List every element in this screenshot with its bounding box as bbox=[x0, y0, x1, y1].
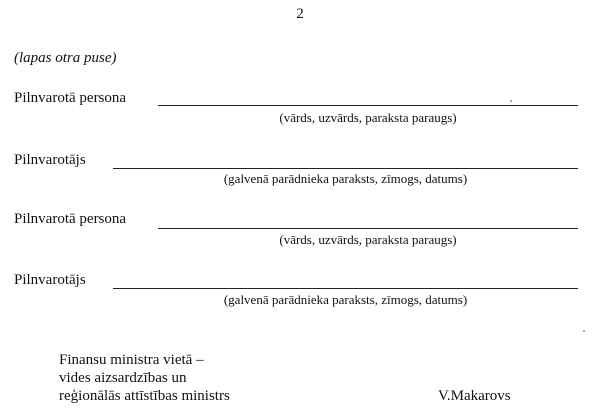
signatory-name: V.Makarovs bbox=[438, 388, 511, 404]
signature-label: Pilnvarotājs bbox=[14, 272, 86, 288]
signature-label: Pilnvarotā persona bbox=[14, 90, 127, 106]
signature-line bbox=[113, 168, 578, 169]
signature-caption: (galvenā parādnieka paraksts, zīmogs, datums) bbox=[223, 171, 468, 186]
signature-label: Pilnvarotājs bbox=[14, 152, 86, 168]
page-side-note: (lapas otra puse) bbox=[14, 50, 117, 66]
scan-speck bbox=[583, 330, 585, 332]
signature-caption: (galvenā parādnieka paraksts, zīmogs, datums) bbox=[223, 292, 468, 307]
signature-caption: (vārds, uzvārds, paraksta paraugs) bbox=[279, 232, 457, 247]
signature-line bbox=[158, 105, 578, 106]
signatory-title-line: Finansu ministra vietā – bbox=[59, 352, 204, 368]
signature-label: Pilnvarotā persona bbox=[14, 211, 127, 227]
signature-line bbox=[158, 228, 578, 229]
page-number: 2 bbox=[296, 6, 304, 22]
signature-caption: (vārds, uzvārds, paraksta paraugs) bbox=[279, 110, 457, 125]
signatory-title-line: vides aizsardzības un bbox=[59, 370, 187, 386]
scan-speck bbox=[510, 100, 512, 102]
signature-line bbox=[113, 288, 578, 289]
signatory-title-line: reģionālās attīstības ministrs bbox=[59, 388, 230, 404]
